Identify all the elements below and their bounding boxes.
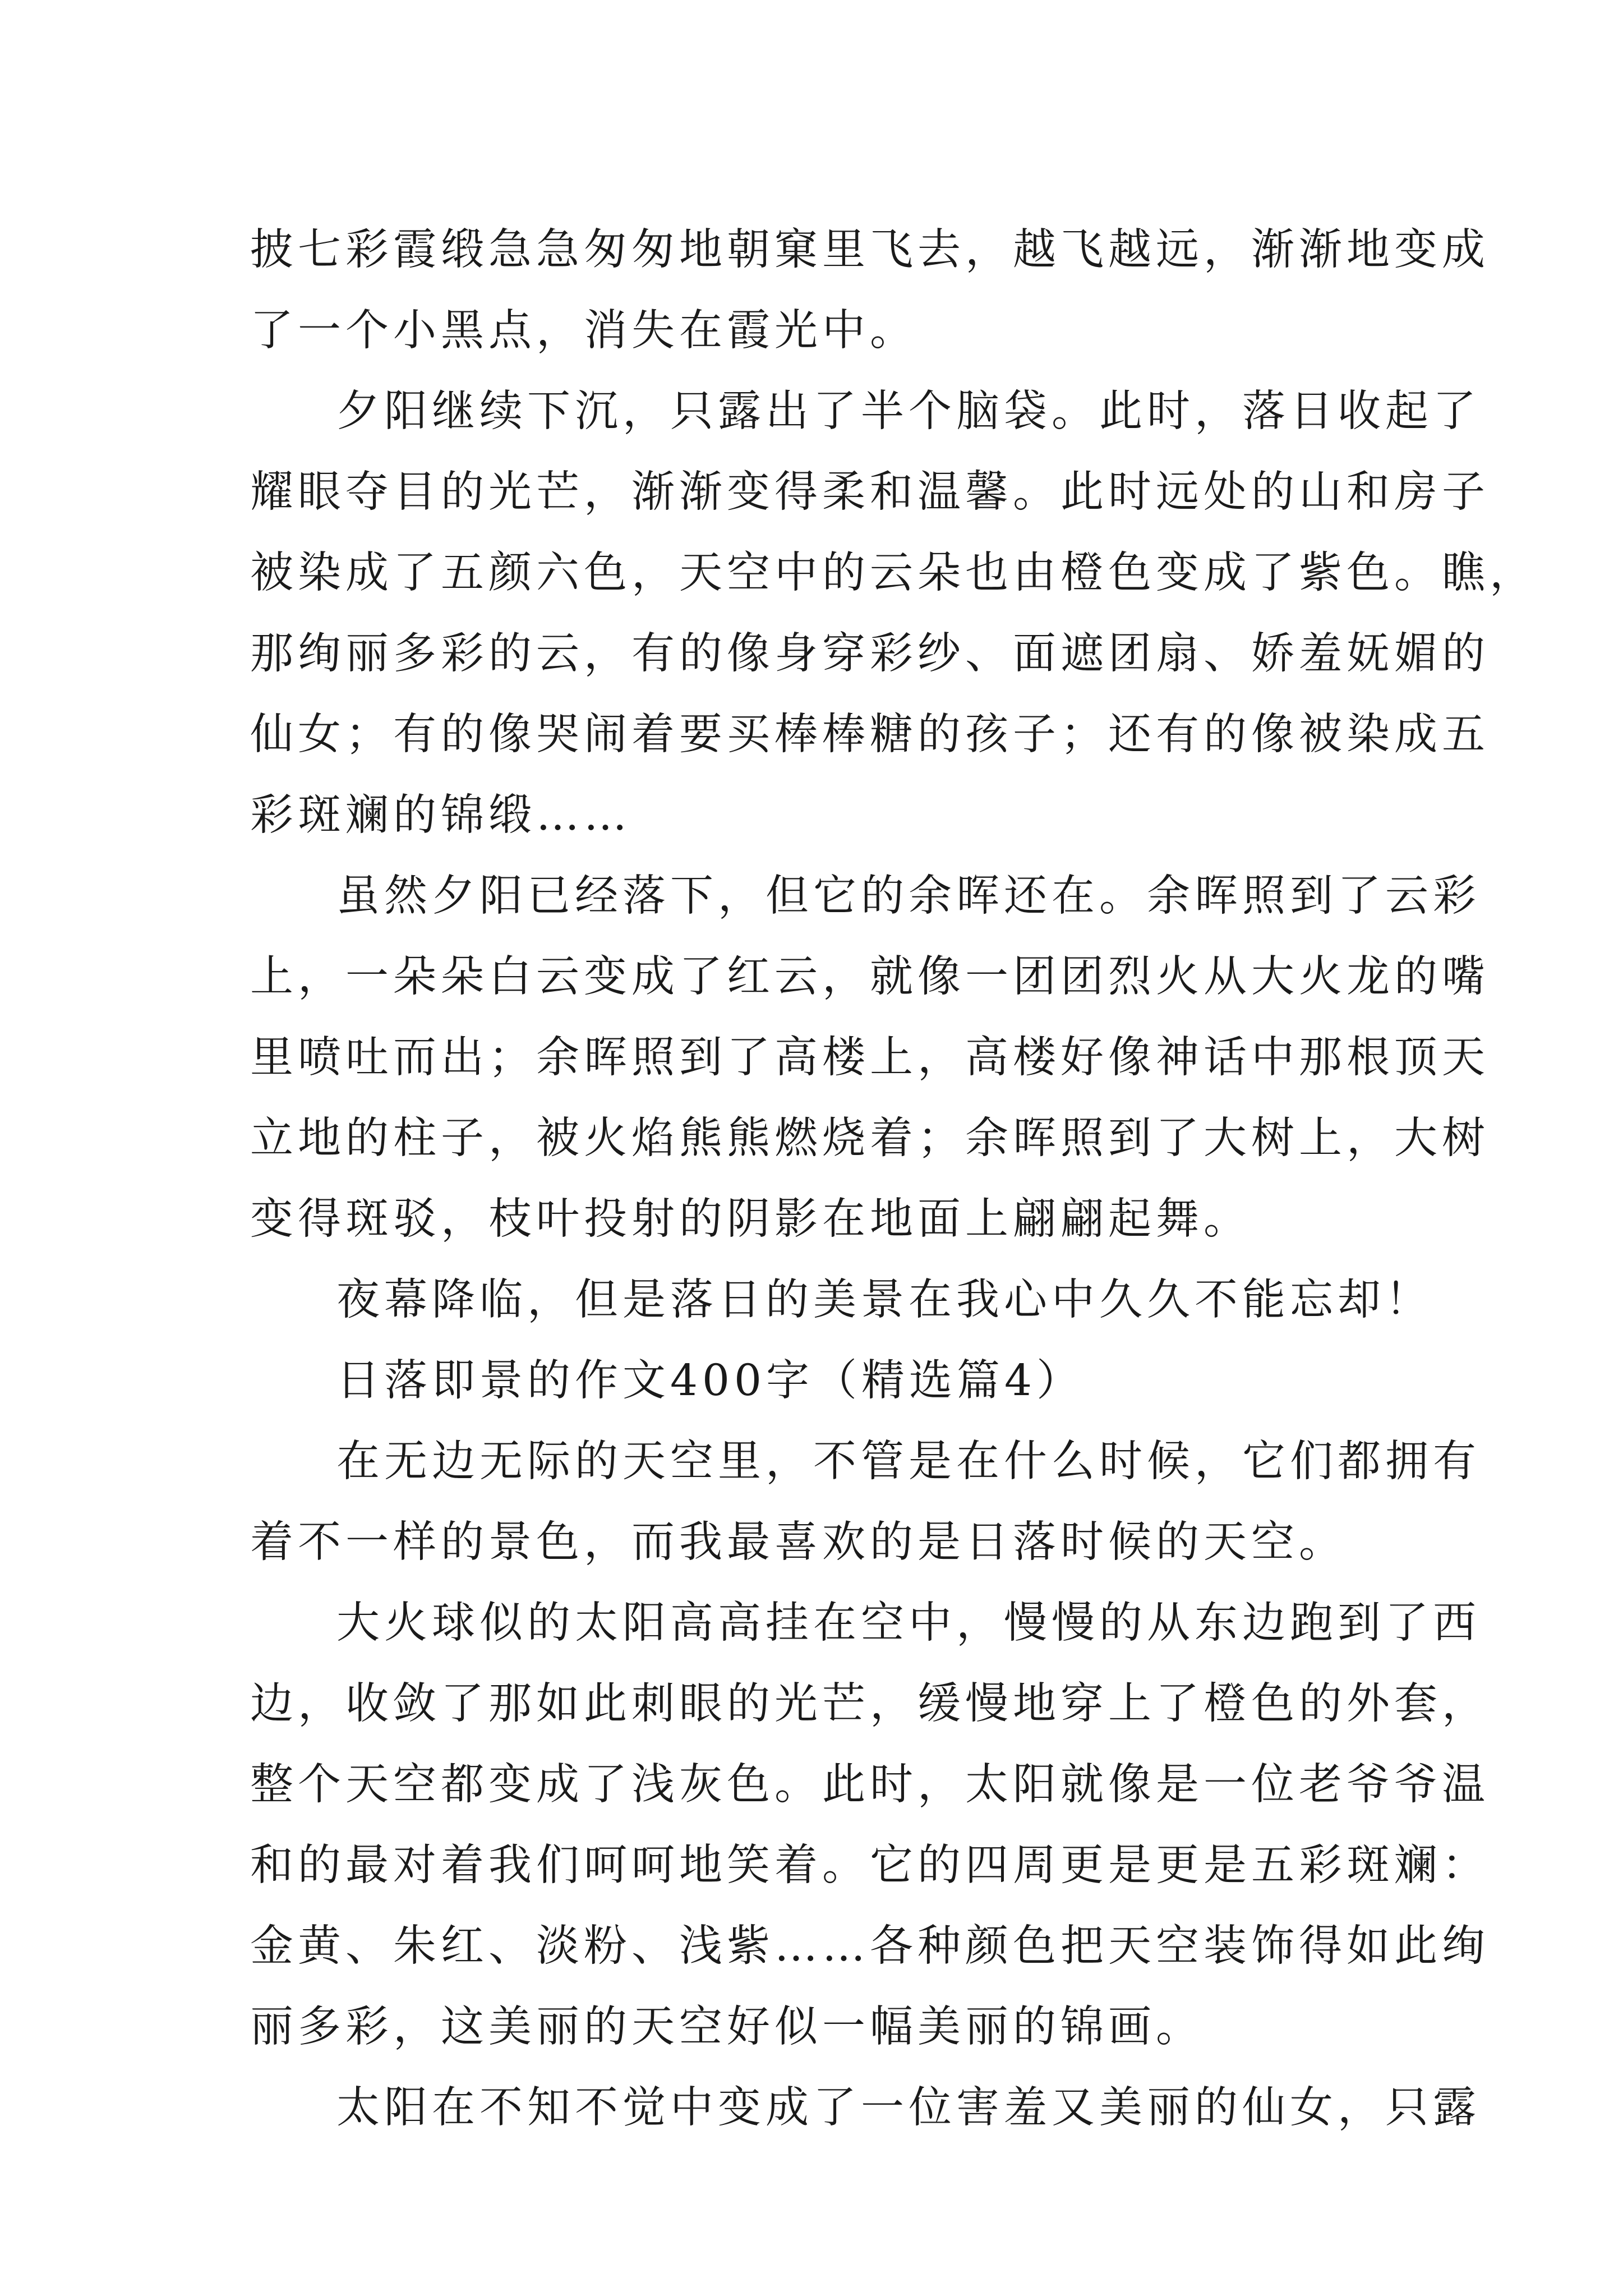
text-line: 边，收敛了那如此刺眼的光芒，缓慢地穿上了橙色的外套， (250, 1679, 1490, 1729)
text-line: 那绚丽多彩的云，有的像身穿彩纱、面遮团扇、娇羞妩媚的 (250, 629, 1490, 679)
text-line: 仙女；有的像哭闹着要买棒棒糖的孩子；还有的像被染成五 (250, 710, 1490, 760)
text-line: 披七彩霞缎急急匆匆地朝窠里飞去，越飞越远，渐渐地变成 (250, 225, 1490, 275)
paragraph-start-line: 夕阳继续下沉，只露出了半个脑袋。此时，落日收起了 (336, 386, 1481, 436)
text-line: 了一个小黑点，消失在霞光中。 (250, 306, 917, 356)
text-line: 着不一样的景色，而我最喜欢的是日落时候的天空。 (250, 1517, 1347, 1567)
text-line: 立地的柱子，被火焰熊熊燃烧着；余晖照到了大树上，大树 (250, 1114, 1490, 1163)
section-heading: 日落即景的作文400字（精选篇4） (336, 1356, 1084, 1406)
paragraph-start-line: 在无边无际的天空里，不管是在什么时候，它们都拥有 (336, 1437, 1481, 1487)
text-line: 丽多彩，这美丽的天空好似一幅美丽的锦画。 (250, 2002, 1204, 2052)
essay-body (250, 210, 1537, 2148)
text-line: 耀眼夺目的光芒，渐渐变得柔和温馨。此时远处的山和房子 (250, 467, 1490, 517)
paragraph-start-line: 太阳在不知不觉中变成了一位害羞又美丽的仙女，只露 (336, 2083, 1481, 2133)
text-line: 上，一朵朵白云变成了红云，就像一团团烈火从大火龙的嘴 (250, 952, 1490, 1002)
text-line: 金黄、朱红、淡粉、浅紫……各种颜色把天空装饰得如此绚 (250, 1921, 1490, 1971)
text-line: 被染成了五颜六色，天空中的云朵也由橙色变成了紫色。瞧， (250, 548, 1537, 598)
paragraph-start-line: 夜幕降临，但是落日的美景在我心中久久不能忘却！ (336, 1275, 1433, 1325)
text-line: 整个天空都变成了浅灰色。此时，太阳就像是一位老爷爷温 (250, 1760, 1490, 1810)
text-line: 和的最对着我们呵呵地笑着。它的四周更是更是五彩斑斓： (250, 1841, 1490, 1890)
text-line: 彩斑斓的锦缎…… (250, 790, 631, 840)
text-line: 变得斑驳，枝叶投射的阴影在地面上翩翩起舞。 (250, 1194, 1251, 1244)
paragraph-start-line: 大火球似的太阳高高挂在空中，慢慢的从东边跑到了西 (336, 1598, 1481, 1648)
text-line: 里喷吐而出；余晖照到了高楼上，高楼好像神话中那根顶天 (250, 1033, 1490, 1083)
paragraph-start-line: 虽然夕阳已经落下，但它的余晖还在。余晖照到了云彩 (336, 871, 1481, 921)
